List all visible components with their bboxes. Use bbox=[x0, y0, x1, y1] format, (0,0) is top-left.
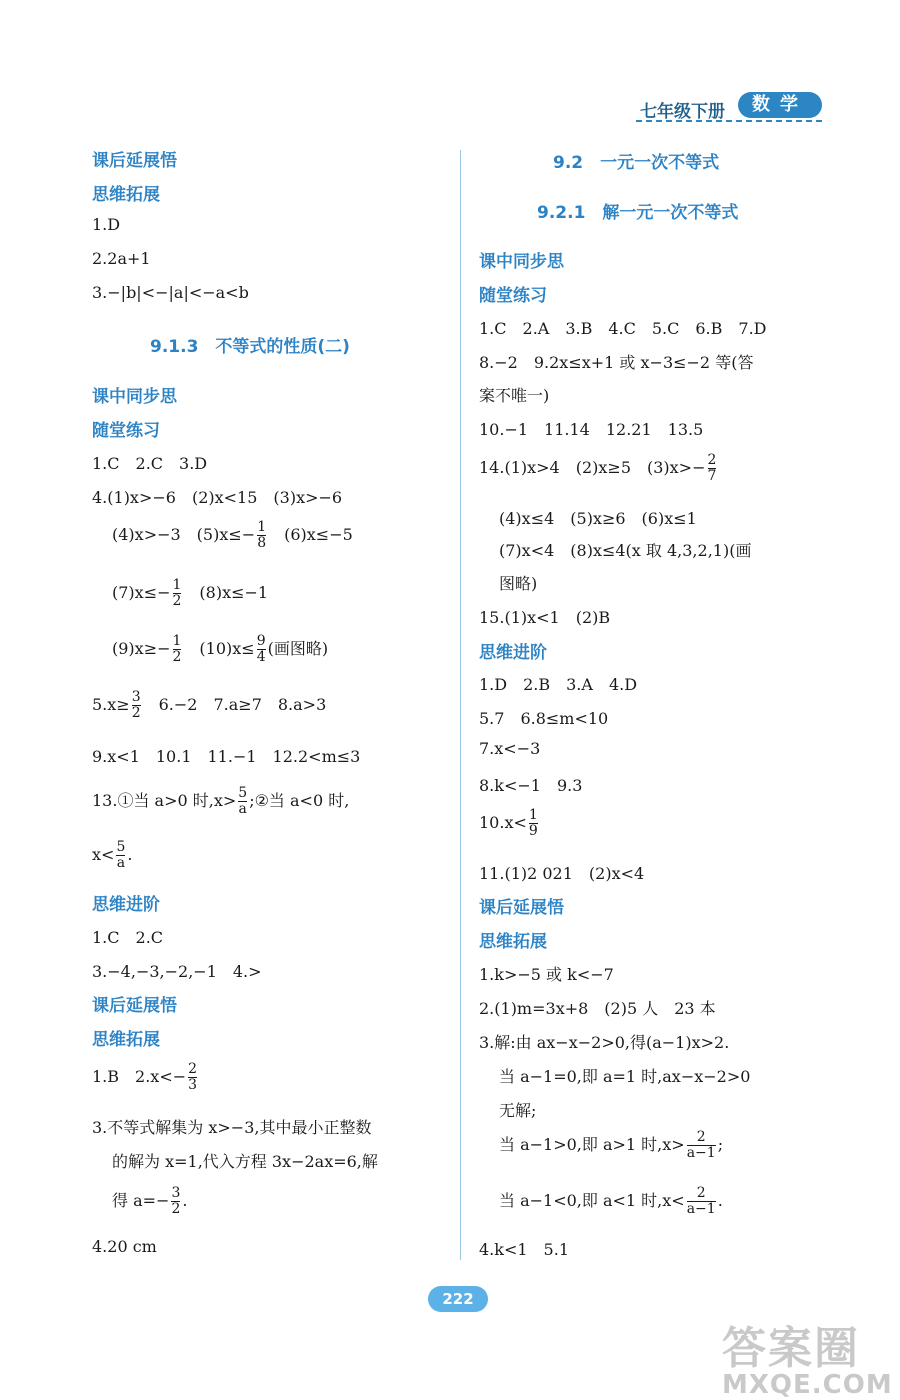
answer-line: 11.(1)2 021 (2)x<4 bbox=[479, 864, 645, 883]
fraction: $\frac{2}{a-1}$ bbox=[686, 1185, 716, 1217]
answer-line: 图略) bbox=[499, 574, 538, 593]
answer-line: 3.不等式解集为 x>−3,其中最小正整数 bbox=[92, 1118, 372, 1137]
header-tag bbox=[636, 92, 824, 126]
answer-line: 2.2a+1 bbox=[92, 249, 151, 268]
answer-line: (4)x>−3 (5)x≤− $\frac{1}{8}$ (6)x≤−5 bbox=[112, 519, 353, 551]
answer-line: 8.−2 9.2x≤x+1 或 x−3≤−2 等(答 bbox=[479, 353, 754, 372]
answer-line: 的解为 x=1,代入方程 3x−2ax=6,解 bbox=[112, 1152, 378, 1171]
watermark-logo: 答案圈 MXQE.COM bbox=[722, 1323, 893, 1400]
answer-line: 1.C 2.A 3.B 4.C 5.C 6.B 7.D bbox=[479, 319, 767, 338]
answer-line: 案不唯一) bbox=[479, 386, 550, 405]
section-heading: 课后延展悟 bbox=[92, 996, 177, 1016]
fraction: $\frac{1}{2}$ bbox=[172, 633, 182, 665]
fraction: $\frac{5}{a}$ bbox=[116, 839, 126, 871]
answer-line: 1.k>−5 或 k<−7 bbox=[479, 965, 614, 984]
fraction: $\frac{9}{4}$ bbox=[256, 633, 266, 665]
answer-line: 2.(1)m=3x+8 (2)5 人 23 本 bbox=[479, 999, 716, 1018]
fraction: $\frac{1}{9}$ bbox=[528, 807, 538, 839]
section-heading: 思维进阶 bbox=[479, 643, 547, 663]
fraction: $\frac{2}{3}$ bbox=[188, 1061, 198, 1093]
answer-line: 当 a−1=0,即 a=1 时,ax−x−2>0 bbox=[499, 1067, 751, 1086]
section-heading: 课中同步思 bbox=[92, 387, 177, 407]
answer-line: 7.x<−3 bbox=[479, 739, 541, 758]
page-number: 222 bbox=[428, 1286, 488, 1312]
answer-line: 1.D bbox=[92, 215, 121, 234]
fraction: $\frac{1}{8}$ bbox=[257, 519, 267, 551]
fraction: $\frac{1}{2}$ bbox=[172, 577, 182, 609]
fraction: $\frac{3}{2}$ bbox=[171, 1185, 181, 1217]
section-heading: 课后延展悟 bbox=[479, 898, 564, 918]
section-title: 9.2.1 解一元一次不等式 bbox=[537, 203, 739, 223]
fraction: $\frac{2}{7}$ bbox=[707, 452, 717, 484]
section-heading: 思维拓展 bbox=[92, 1030, 160, 1050]
answer-line: 1.C 2.C bbox=[92, 928, 164, 947]
section-heading: 思维拓展 bbox=[479, 932, 547, 952]
fraction: $\frac{5}{a}$ bbox=[238, 785, 248, 817]
answer-line: 当 a−1<0,即 a<1 时,x< $\frac{2}{a-1}$ . bbox=[499, 1185, 723, 1217]
section-heading: 课中同步思 bbox=[479, 252, 564, 272]
section-heading: 随堂练习 bbox=[92, 421, 160, 441]
subject-badge: 数学 bbox=[738, 92, 822, 118]
section-heading: 思维拓展 bbox=[92, 185, 160, 205]
fraction: $\frac{3}{2}$ bbox=[131, 689, 141, 721]
answer-line: 10.x< $\frac{1}{9}$ bbox=[479, 807, 538, 839]
answer-line: 4.k<1 5.1 bbox=[479, 1240, 569, 1259]
answer-line: 4.20 cm bbox=[92, 1237, 157, 1256]
answer-line: 无解; bbox=[499, 1101, 537, 1120]
answer-line: 5.x≥ $\frac{3}{2}$ 6.−2 7.a≥7 8.a>3 bbox=[92, 689, 327, 721]
grade-label: 七年级下册 bbox=[640, 102, 725, 122]
answer-line: (7)x≤− $\frac{1}{2}$ (8)x≤−1 bbox=[112, 577, 269, 609]
answer-line: 10.−1 11.14 12.21 13.5 bbox=[479, 420, 704, 439]
section-heading: 随堂练习 bbox=[479, 286, 547, 306]
answer-line: 13.①当 a>0 时,x> $\frac{5}{a}$ ;②当 a<0 时, bbox=[92, 785, 350, 817]
fraction: $\frac{2}{a-1}$ bbox=[686, 1129, 716, 1161]
answer-line: 3.−|b|<−|a|<−a<b bbox=[92, 283, 249, 302]
answer-line: 得 a=− $\frac{3}{2}$ . bbox=[112, 1185, 188, 1217]
section-heading: 思维进阶 bbox=[92, 895, 160, 915]
answer-line: 3.−4,−3,−2,−1 4.> bbox=[92, 962, 262, 981]
section-heading: 课后延展悟 bbox=[92, 151, 177, 171]
column-divider bbox=[460, 150, 461, 1260]
header-underline bbox=[636, 120, 822, 122]
answer-line: 8.k<−1 9.3 bbox=[479, 776, 583, 795]
answer-line: 1.D 2.B 3.A 4.D bbox=[479, 675, 638, 694]
answer-line: 15.(1)x<1 (2)B bbox=[479, 608, 611, 627]
answer-line: 9.x<1 10.1 11.−1 12.2<m≤3 bbox=[92, 747, 361, 766]
section-title: 9.1.3 不等式的性质(二) bbox=[150, 337, 350, 357]
answer-line: (9)x≥− $\frac{1}{2}$ (10)x≤ $\frac{9}{4}$ (画图略) bbox=[112, 633, 329, 665]
answer-line: 当 a−1>0,即 a>1 时,x> $\frac{2}{a-1}$ ; bbox=[499, 1129, 724, 1161]
answer-line: (4)x≤4 (5)x≥6 (6)x≤1 bbox=[499, 509, 697, 528]
answer-line: 4.(1)x>−6 (2)x<15 (3)x>−6 bbox=[92, 488, 343, 507]
answer-line: x< $\frac{5}{a}$ . bbox=[92, 839, 133, 871]
answer-line: 14.(1)x>4 (2)x≥5 (3)x>− $\frac{2}{7}$ bbox=[479, 452, 717, 484]
answer-line: 1.C 2.C 3.D bbox=[92, 454, 208, 473]
section-title: 9.2 一元一次不等式 bbox=[553, 153, 720, 173]
answer-line: (7)x<4 (8)x≤4(x 取 4,3,2,1)(画 bbox=[499, 541, 752, 560]
answer-line: 1.B 2.x<− $\frac{2}{3}$ bbox=[92, 1061, 198, 1093]
answer-line: 5.7 6.8≤m<10 bbox=[479, 709, 609, 728]
answer-line: 3.解:由 ax−x−2>0,得(a−1)x>2. bbox=[479, 1033, 730, 1052]
